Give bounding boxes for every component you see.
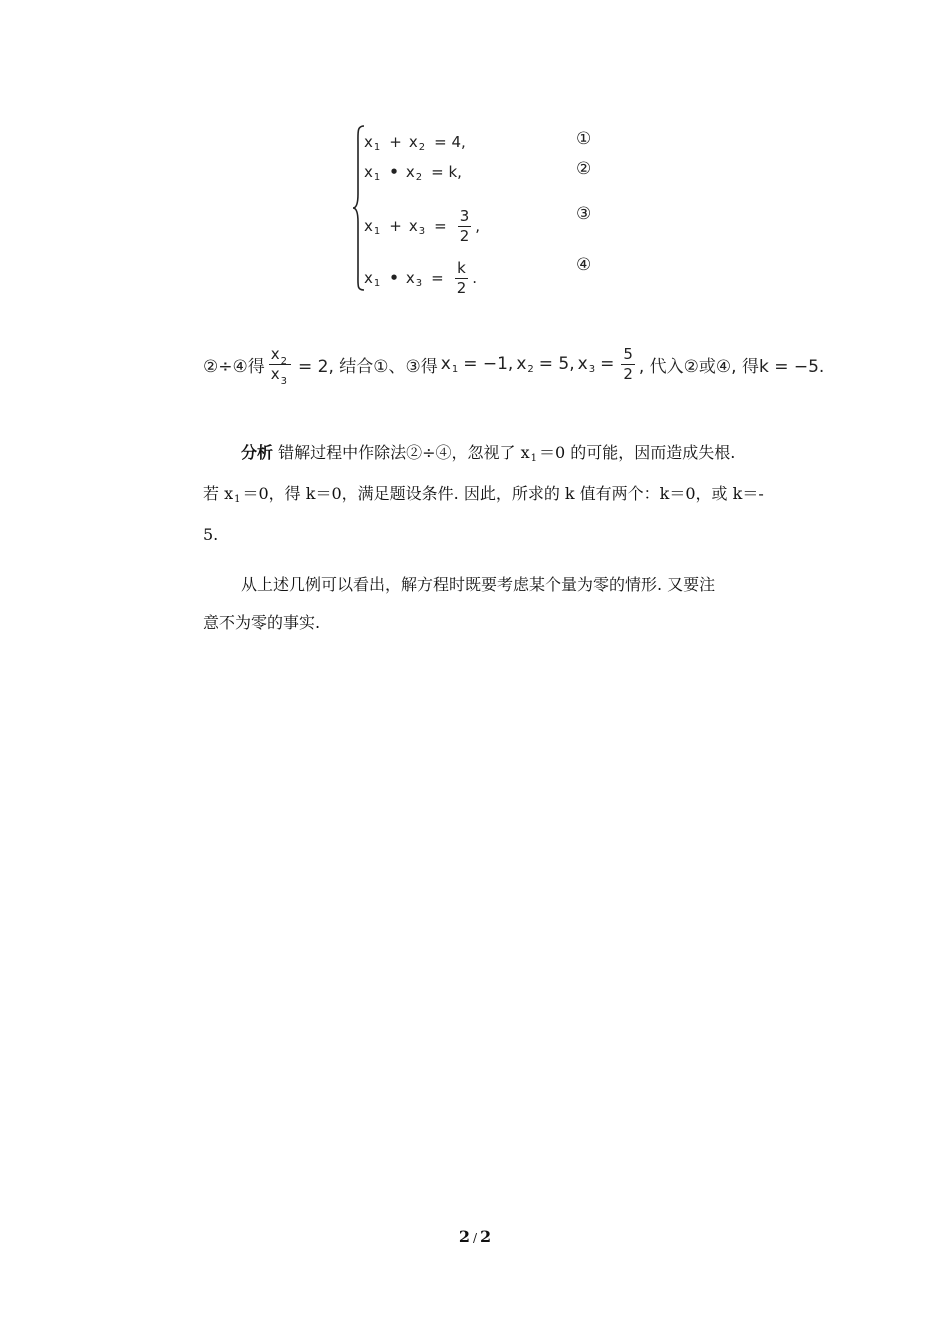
operator: • — [389, 269, 399, 287]
text: ＝0 的可能，因而造成失根. — [539, 443, 736, 462]
equals-sign: = — [431, 269, 444, 287]
fraction — [455, 258, 469, 297]
equation-marker-4: ④ — [576, 255, 592, 275]
equation-row-1 — [364, 130, 473, 154]
subscript: 1 — [373, 171, 381, 183]
fraction-numerator: k — [457, 258, 466, 277]
derivation-suffix: , 代入②或④, 得k = −5. — [638, 356, 825, 377]
subscript: 2 — [418, 141, 426, 153]
var-x: x — [516, 354, 527, 374]
equation-marker-2: ② — [576, 159, 592, 179]
derivation-text: = 2, 结合①、③得 — [298, 356, 438, 377]
analysis-paragraph — [203, 434, 813, 554]
var-x: x — [408, 133, 418, 151]
equals-sign: = — [600, 354, 615, 374]
operator: + — [389, 217, 402, 235]
subscript: 3 — [418, 225, 426, 237]
conclusion-paragraph — [203, 566, 813, 642]
analysis-line-2 — [203, 475, 813, 516]
subscript: 3 — [280, 375, 287, 387]
subscript: 1 — [530, 453, 538, 464]
page-total: 2 — [480, 1227, 492, 1246]
page-separator: / — [472, 1231, 478, 1245]
var-x: x — [364, 163, 373, 181]
subscript: 2 — [280, 355, 287, 367]
text: ＝0，得 k＝0，满足题设条件. 因此，所求的 k 值有两个：k＝0，或 k＝- — [242, 484, 764, 503]
derivation-prefix: ②÷④得 — [203, 356, 265, 377]
equals-sign: = — [434, 217, 447, 235]
subscript: 1 — [373, 141, 381, 153]
subscript: 2 — [415, 171, 423, 183]
equation-system — [352, 124, 612, 297]
analysis-label: 分析 — [241, 443, 274, 462]
subscript: 1 — [373, 225, 381, 237]
var-x: x — [440, 354, 451, 374]
var-x: x — [405, 269, 415, 287]
fraction-denominator: 2 — [459, 226, 470, 245]
conclusion-line-2: 意不为零的事实. — [203, 613, 321, 632]
page-current: 2 — [458, 1227, 470, 1246]
equation-marker-3: ③ — [576, 204, 592, 224]
subscript: 1 — [234, 494, 241, 505]
subscript: 3 — [415, 277, 423, 289]
punctuation: . — [472, 269, 478, 287]
subscript: 2 — [527, 363, 534, 375]
fraction-denominator: 2 — [456, 278, 467, 297]
value-text: = 5, — [538, 354, 575, 374]
operator: + — [389, 133, 402, 151]
var-x: x — [408, 217, 418, 235]
analysis-line-1 — [203, 434, 813, 475]
var-x: x — [364, 217, 373, 235]
punctuation: , — [475, 217, 481, 235]
text: 若 x — [203, 484, 234, 503]
var-x: x — [364, 269, 373, 287]
subscript: 3 — [588, 363, 596, 375]
fraction — [458, 206, 472, 245]
var-x: x — [270, 364, 280, 383]
equation-marker-1: ① — [576, 129, 592, 149]
analysis-line-3: 5. — [203, 525, 219, 544]
text: 错解过程中作除法②÷④，忽视了 x — [278, 443, 530, 462]
equation-rhs: = 4, — [434, 133, 466, 151]
fraction-denominator — [269, 364, 291, 387]
text: 从上述几例可以看出，解方程时既要考虑某个量为零的情形. 又要注 — [241, 575, 716, 594]
derivation-line — [203, 339, 843, 389]
fraction — [621, 344, 635, 383]
var-x: x — [577, 354, 588, 374]
fraction-numerator: 5 — [623, 344, 633, 363]
value-text: = −1, — [463, 354, 514, 374]
fraction-numerator: 3 — [459, 206, 470, 225]
var-x: x — [270, 344, 280, 363]
subscript: 1 — [451, 363, 459, 375]
equation-rhs: = k, — [431, 163, 462, 181]
conclusion-line-1 — [203, 566, 813, 604]
ratio-fraction — [269, 344, 291, 387]
equation-row-4 — [364, 256, 477, 300]
subscript: 1 — [373, 277, 381, 289]
page-number — [0, 1227, 950, 1246]
equation-row-3 — [364, 204, 480, 248]
var-x: x — [405, 163, 415, 181]
equation-row-2 — [364, 160, 469, 184]
operator: • — [389, 163, 399, 181]
fraction-denominator: 2 — [623, 364, 633, 383]
fraction-numerator — [269, 344, 291, 367]
var-x: x — [364, 133, 373, 151]
